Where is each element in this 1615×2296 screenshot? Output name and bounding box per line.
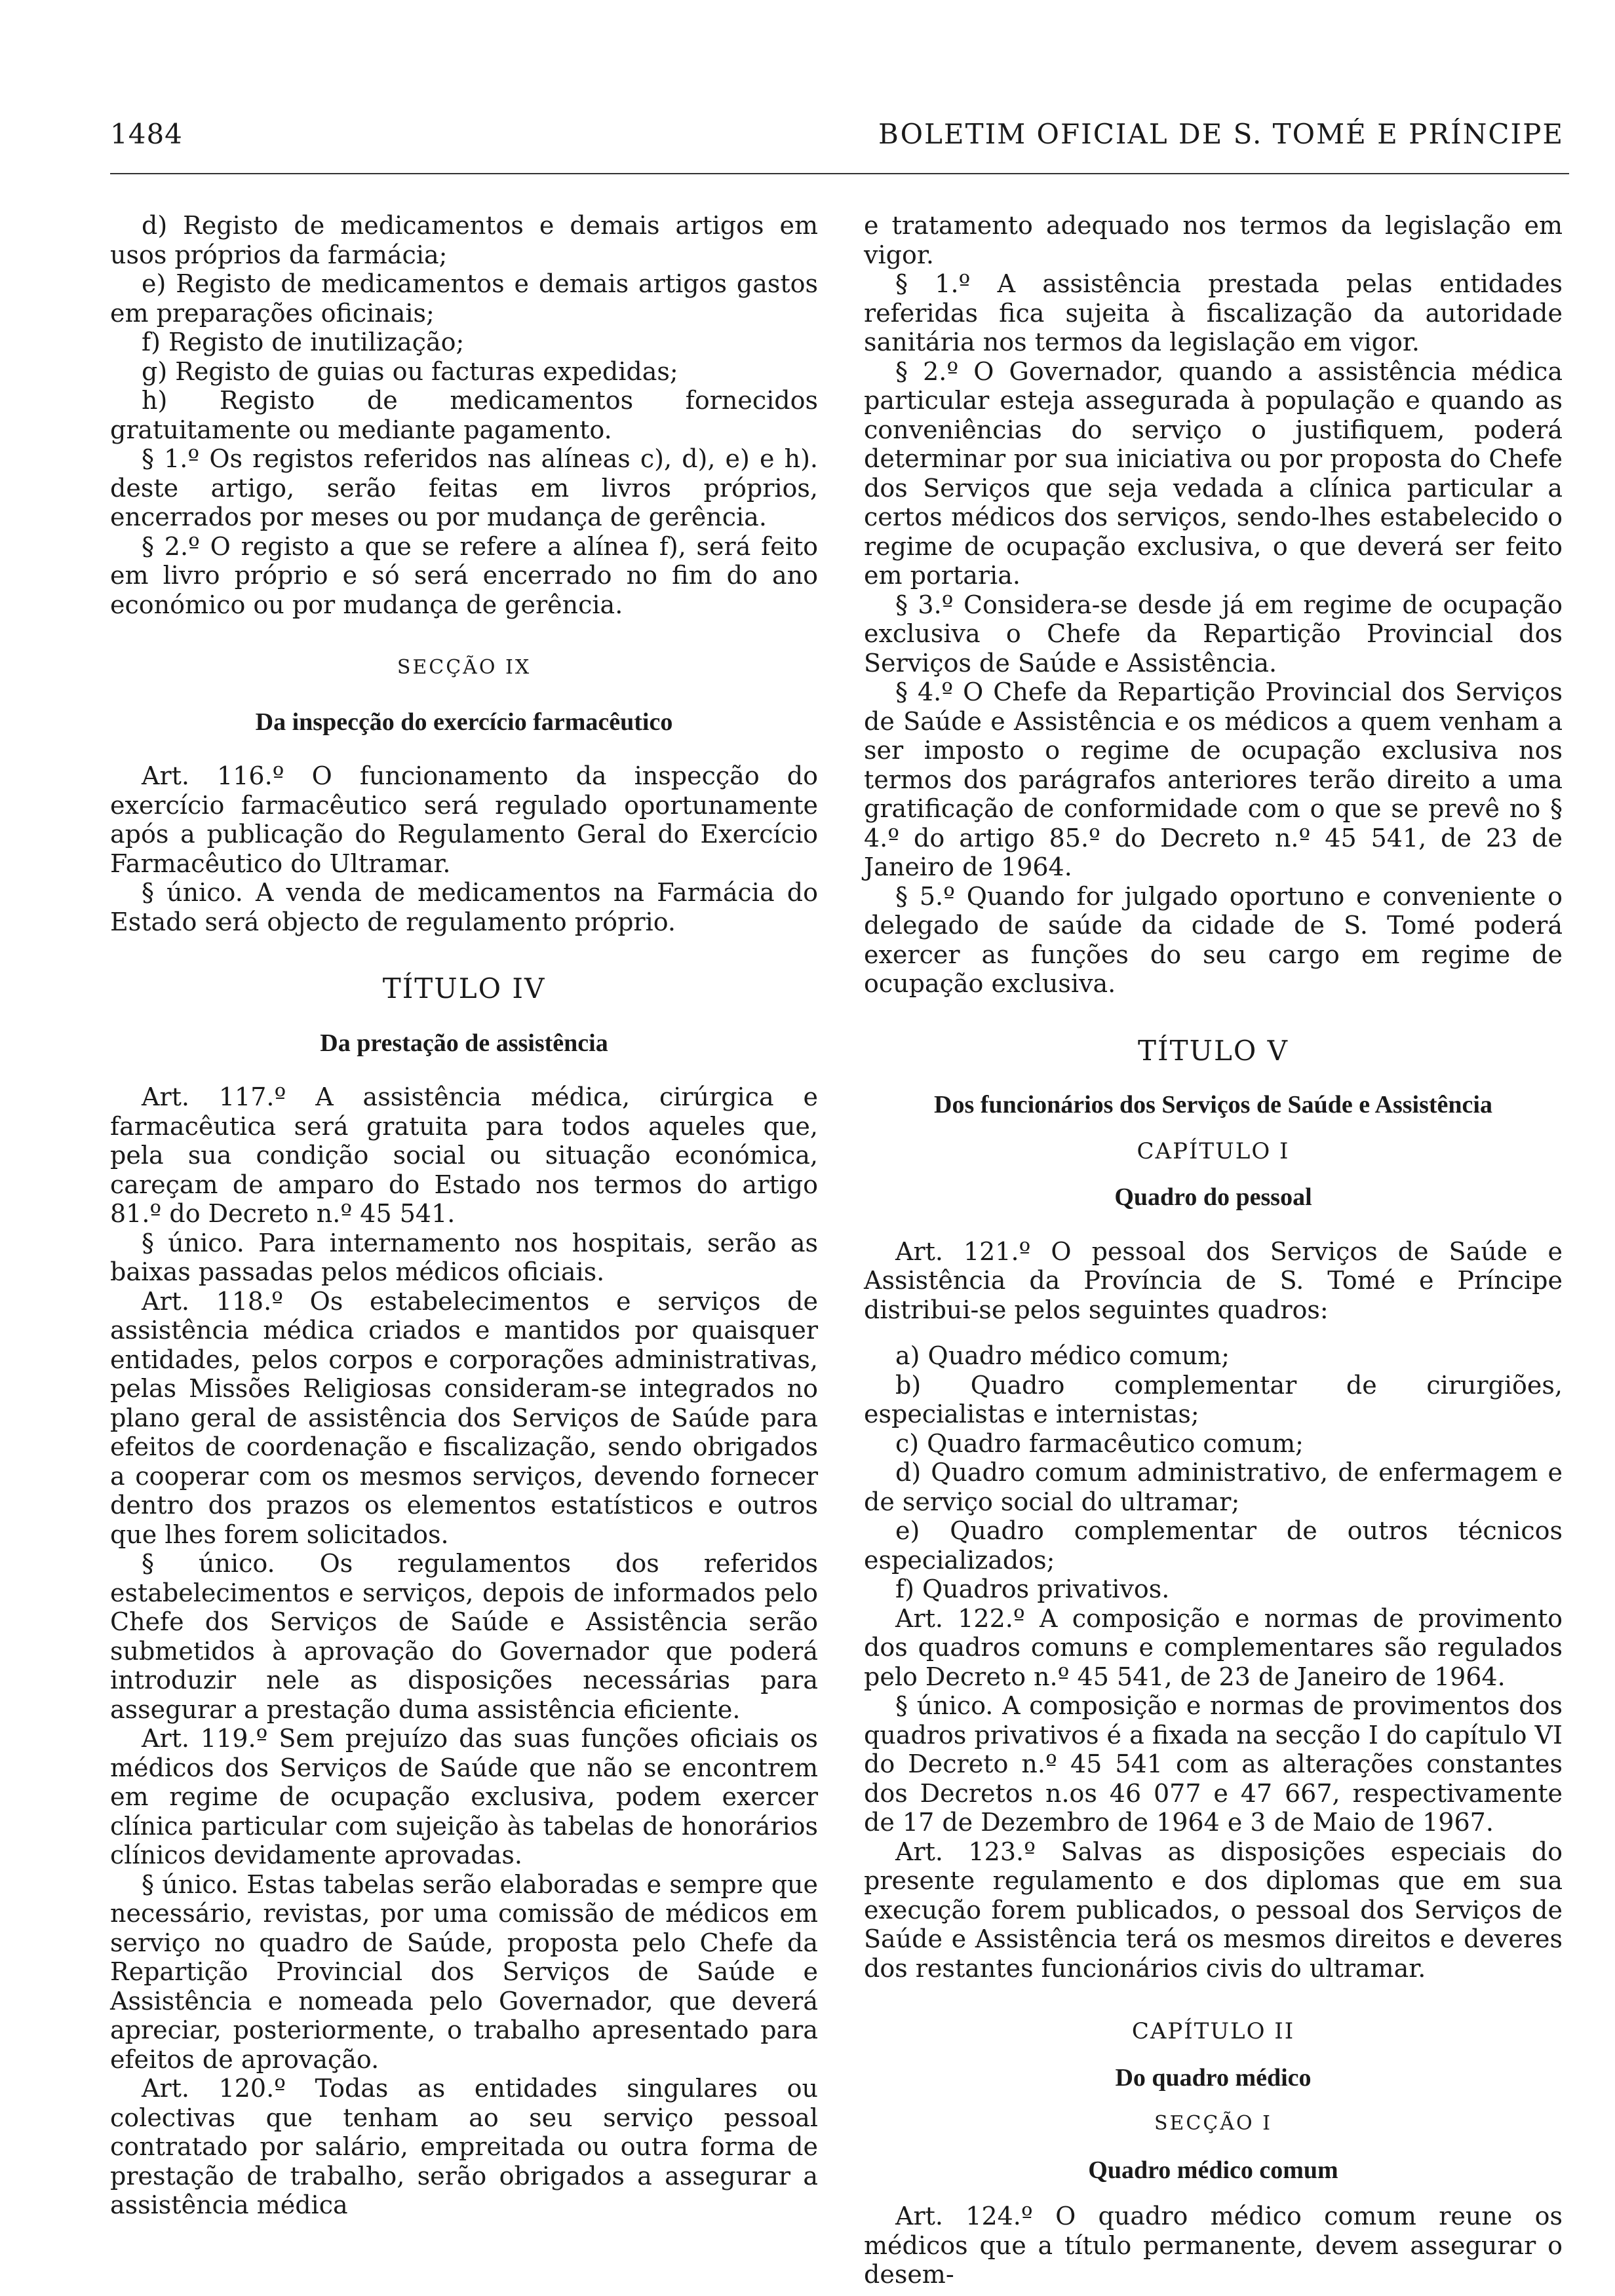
list-item: a) Quadro médico comum; <box>895 1341 1230 1370</box>
chapter-heading: CAPÍTULO I <box>1137 1138 1290 1164</box>
header-divider <box>110 173 1569 174</box>
title-heading: TÍTULO IV <box>382 972 546 1004</box>
chapter-title: Quadro do pessoal <box>1114 1183 1312 1211</box>
section-title: Da inspecção do exercício farmacêutico <box>255 708 673 736</box>
paragraph: § único. A venda de medicamentos na Farmácia do Estado será objecto de regulamento próprio. <box>110 878 818 936</box>
left-column <box>110 211 818 2220</box>
right-column <box>864 211 1563 2289</box>
paragraph: § único. Estas tabelas serão elaboradas e sempre que necessário, revistas, por uma comissão de médicos em serviço no quadro de Saúde, proposta pelo Chefe da Repartição Provincial dos Serviços de Saúde e Assistência e nomeada pelo Governador, que deverá apreciar, posteriormente, o trabalho apresentado para efeitos de aprovação. <box>110 1869 818 2074</box>
chapter-heading: CAPÍTULO II <box>1131 2018 1295 2044</box>
list-item: e) Quadro complementar de outros técnicos especializados; <box>864 1516 1563 1575</box>
article: Art. 118.º Os estabelecimentos e serviços de assistência médica criados e mantidos por quaisquer entidades, pelos corpos e corporações administrativas, pelas Missões Religiosas consideram-se integrados no plano geral de assistência dos Serviços de Saúde para efeitos de coordenação e fiscalização, sendo obrigados a cooperar com os mesmos serviços, devendo fornecer dentro dos prazos os elementos estatísticos e outros que lhes forem solicitados. <box>110 1286 818 1549</box>
title-heading: TÍTULO V <box>1137 1034 1289 1067</box>
list-item: f) Quadros privativos. <box>895 1575 1170 1603</box>
paragraph: § único. Para internamento nos hospitais, serão as baixas passadas pelos médicos oficiais. <box>110 1228 818 1286</box>
paragraph: e tratamento adequado nos termos da legislação em vigor. <box>864 211 1563 269</box>
list-item: d) Quadro comum administrativo, de enfermagem e de serviço social do ultramar; <box>864 1458 1563 1516</box>
paragraph: § único. Os regulamentos dos referidos estabelecimentos e serviços, depois de informados pelo Chefe dos Serviços de Saúde e Assistência serão submetidos à aprovação do Governador que poderá introduzir nele as disposições necessárias para assegurar a prestação duma assistência eficiente. <box>110 1549 818 1724</box>
paragraph: § 1.º Os registos referidos nas alíneas c), d), e) e h). deste artigo, serão feitas em livros próprios, encerrados por meses ou por mudança de gerência. <box>110 444 818 531</box>
list-item: c) Quadro farmacêutico comum; <box>895 1428 1304 1458</box>
article: Art. 119.º Sem prejuízo das suas funções oficiais os médicos dos Serviços de Saúde que não se encontrem em regime de ocupação exclusiva, podem exercer clínica particular com sujeição às tabelas de honorários clínicos devidamente aprovadas. <box>110 1724 818 1869</box>
article: Art. 121.º O pessoal dos Serviços de Saúde e Assistência da Província de S. Tomé e Príncipe distribui-se pelos seguintes quadros: <box>864 1236 1563 1324</box>
list-item: f) Registo de inutilização; <box>142 328 465 356</box>
list-item: e) Registo de medicamentos e demais artigos gastos em preparações oficinais; <box>110 269 818 328</box>
paragraph: § 3.º Considera-se desde já em regime de ocupação exclusiva o Chefe da Repartição Provincial dos Serviços de Saúde e Assistência. <box>864 590 1563 678</box>
paragraph: § 1.º A assistência prestada pelas entidades referidas fica sujeita à fiscalização da autoridade sanitária nos termos da legislação em vigor. <box>864 269 1563 356</box>
list-item: g) Registo de guias ou facturas expedidas; <box>142 356 678 386</box>
chapter-title: Do quadro médico <box>1115 2063 1312 2092</box>
paragraph: § 2.º O registo a que se refere a alínea f), será feito em livro próprio e só será encerrado no fim do ano económico ou por mudança de gerência. <box>110 531 818 619</box>
paragraph: § 2.º O Governador, quando a assistência médica particular esteja assegurada à população e quando as conveniências do serviço o justifiquem, poderá determinar por sua iniciativa ou por proposta do Chefe dos Serviços que seja vedada a clínica particular a certos médicos dos serviços, sendo-lhes estabelecido o regime de ocupação exclusiva, o que deverá ser feito em portaria. <box>864 356 1563 590</box>
list-item: h) Registo de medicamentos fornecidos gratuitamente ou mediante pagamento. <box>110 386 818 444</box>
section-heading: SECÇÃO IX <box>397 656 532 679</box>
paragraph: § 4.º O Chefe da Repartição Provincial dos Serviços de Saúde e Assistência e os médicos a quem venham a ser imposto o regime de ocupação exclusiva nos termos dos parágrafos anteriores terão direito a uma gratificação de conformidade com o que se prevê no § 4.º do artigo 85.º do Decreto n.º 45 541, de 23 de Janeiro de 1964. <box>864 678 1563 881</box>
list-item: d) Registo de medicamentos e demais artigos em usos próprios da farmácia; <box>110 211 818 269</box>
article: Art. 117.º A assistência médica, cirúrgica e farmacêutica será gratuita para todos aqueles que, pela sua condição social ou situação económica, careçam de amparo do Estado nos termos do artigo 81.º do Decreto n.º 45 541. <box>110 1082 818 1228</box>
list-item: b) Quadro complementar de cirurgiões, especialistas e internistas; <box>864 1370 1563 1428</box>
page-number: 1484 <box>110 118 183 150</box>
title-subheading: Da prestação de assistência <box>320 1029 608 1057</box>
paragraph: § único. A composição e normas de provimentos dos quadros privativos é a fixada na secção I do capítulo VI do Decreto n.º 45 541 com as alterações constantes dos Decretos n.os 46 077 e 47 667, respectivamente de 17 de Dezembro de 1964 e 3 de Maio de 1967. <box>864 1691 1563 1837</box>
title-subheading: Dos funcionários dos Serviços de Saúde e Assistência <box>934 1091 1492 1119</box>
article: Art. 120.º Todas as entidades singulares ou colectivas que tenham ao seu serviço pessoal contratado por salário, empreitada ou outra forma de prestação de trabalho, serão obrigados a assegurar a assistência médica <box>110 2074 818 2219</box>
article: Art. 124.º O quadro médico comum reune os médicos que a título permanente, devem assegurar o desem- <box>864 2202 1563 2289</box>
publication-title: BOLETIM OFICIAL DE S. TOMÉ E PRÍNCIPE <box>878 118 1564 150</box>
section-title: Quadro médico comum <box>1088 2156 1338 2184</box>
paragraph: § 5.º Quando for julgado oportuno e conveniente o delegado de saúde da cidade de S. Tomé poderá exercer as funções do seu cargo em regime de ocupação exclusiva. <box>864 881 1563 998</box>
article: Art. 116.º O funcionamento da inspecção do exercício farmacêutico será regulado oportunamente após a publicação do Regulamento Geral do Exercício Farmacêutico do Ultramar. <box>110 761 818 878</box>
article: Art. 122.º A composição e normas de provimento dos quadros comuns e complementares são regulados pelo Decreto n.º 45 541, de 23 de Janeiro de 1964. <box>864 1603 1563 1691</box>
section-heading: SECÇÃO I <box>1154 2112 1272 2135</box>
article: Art. 123.º Salvas as disposições especiais do presente regulamento e dos diplomas que em sua execução forem publicados, o pessoal dos Serviços de Saúde e Assistência terá os mesmos direitos e deveres dos restantes funcionários civis do ultramar. <box>864 1837 1563 1983</box>
